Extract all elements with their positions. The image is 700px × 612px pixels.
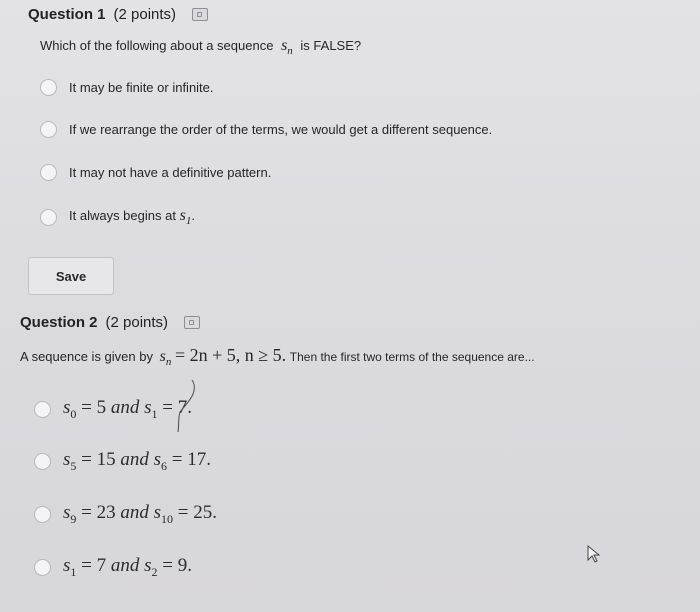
option-label: It may not have a definitive pattern.: [69, 165, 272, 180]
q1-option-1[interactable]: [40, 79, 214, 96]
question-2-title: Question 2: [20, 314, 98, 331]
option-math: $s_5 = 15$ and $s_6 = 17$.: [63, 449, 211, 473]
question-2-header: [20, 314, 200, 331]
mouse-cursor-icon: [586, 544, 602, 564]
pen-annotation: [170, 378, 200, 434]
q1-option-2[interactable]: [40, 121, 492, 138]
radio-button[interactable]: [34, 559, 51, 576]
prompt-tail: is FALSE?: [300, 38, 362, 53]
prompt-tail: Then the first two terms of the sequence are...: [289, 350, 535, 364]
radio-button[interactable]: [40, 164, 57, 181]
prompt-text: Which of the following about a sequence: [40, 38, 274, 53]
option-math: $s_0 = 5$ and $s_1 = 7$.: [63, 397, 192, 421]
prompt-formula-rest: = 2n + 5, n ≥ 5.: [174, 345, 287, 365]
option-math: $s_1 = 7$ and $s_2 = 9$.: [63, 555, 192, 579]
save-button[interactable]: Save: [28, 257, 114, 295]
prompt-variable: $s_n$: [281, 37, 293, 58]
option-label: It may be finite or infinite.: [69, 80, 214, 95]
radio-button[interactable]: [34, 401, 51, 418]
radio-button[interactable]: [34, 453, 51, 470]
q2-option-1[interactable]: [34, 397, 192, 422]
radio-button[interactable]: [40, 79, 57, 96]
radio-button[interactable]: [40, 209, 57, 226]
radio-button[interactable]: [34, 506, 51, 523]
option-label: It always begins at $s_1$.: [69, 207, 195, 228]
option-label: If we rearrange the order of the terms, we would get a different sequence.: [69, 122, 493, 137]
q2-option-3[interactable]: [34, 502, 217, 527]
prompt-prefix: A sequence is given by: [20, 349, 153, 364]
question-1-prompt: [40, 37, 361, 57]
prompt-formula: $s_n$: [159, 348, 172, 369]
q2-option-4[interactable]: [34, 555, 192, 580]
bookmark-icon[interactable]: [184, 316, 200, 329]
question-2-prompt: [20, 345, 535, 368]
q1-option-4[interactable]: [40, 207, 195, 227]
q1-option-3[interactable]: [40, 164, 271, 181]
question-1-points: (2 points): [113, 6, 177, 23]
option-math: $s_9 = 23$ and $s_{10} = 25$.: [63, 502, 217, 526]
question-1-title: Question 1: [28, 6, 106, 23]
q2-option-2[interactable]: [34, 449, 211, 474]
question-2-points: (2 points): [105, 314, 169, 331]
bookmark-icon[interactable]: [192, 8, 208, 21]
question-1-header: [28, 6, 208, 23]
radio-button[interactable]: [40, 121, 57, 138]
